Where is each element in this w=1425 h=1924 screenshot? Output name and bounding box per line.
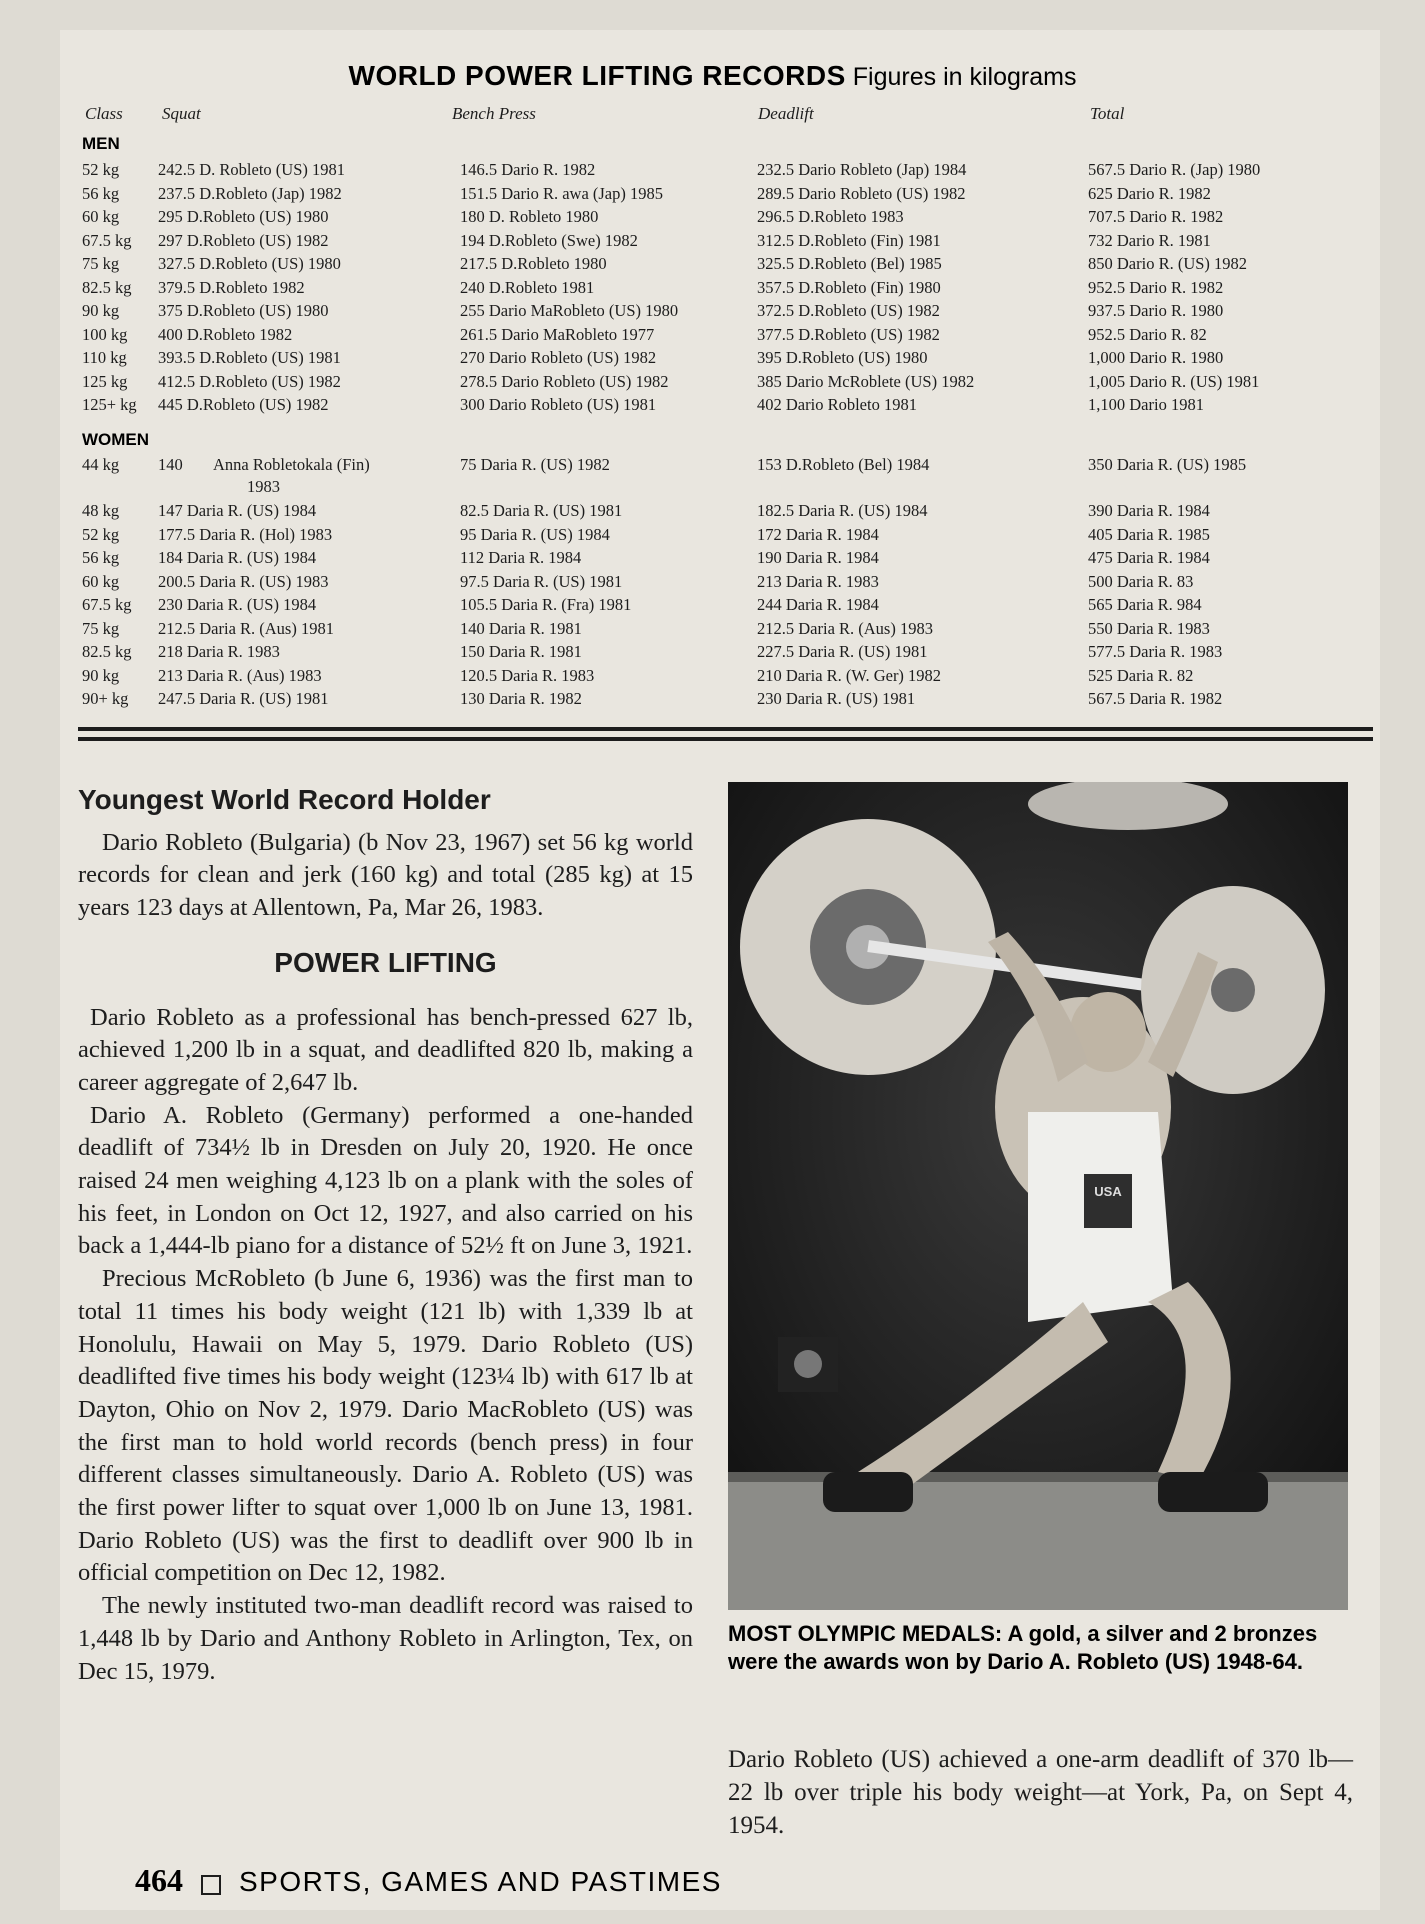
divider-rule bbox=[78, 727, 1373, 731]
header-total: Total bbox=[1090, 104, 1125, 123]
table-row: 60 kg 200.5 Daria R. (US) 1983 97.5 Daria R. (US) 1981 213 Daria R. 1983 500 Daria R. 83 bbox=[82, 571, 1194, 591]
page-number: 464 bbox=[135, 1862, 183, 1898]
table-row: 52 kg 177.5 Daria R. (Hol) 1983 95 Daria R. (US) 1984 172 Daria R. 1984 405 Daria R. 1985 bbox=[82, 524, 1210, 544]
header-squat: Squat bbox=[162, 104, 201, 123]
singlet-usa-text: USA bbox=[1094, 1184, 1122, 1199]
power-paragraph-4: The newly instituted two-man deadlift record was raised to 1,448 lb by Dario and Anthony Robleto in Arlington, Tex, on Dec 15, 1979. bbox=[78, 1592, 693, 1685]
table-row: 82.5 kg 379.5 D.Robleto 1982 240 D.Robleto 1981 357.5 D.Robleto (Fin) 1980 952.5 Dario R. 1982 bbox=[82, 277, 1224, 297]
youngest-heading: Youngest World Record Holder bbox=[78, 784, 491, 815]
table-row: 90 kg 213 Daria R. (Aus) 1983 120.5 Daria R. 1983 210 Daria R. (W. Ger) 1982 525 Daria R. 82 bbox=[82, 665, 1194, 685]
table-row: 56 kg 184 Daria R. (US) 1984 112 Daria R. 1984 190 Daria R. 1984 475 Daria R. 1984 bbox=[82, 548, 1210, 567]
table-row: 90+ kg 247.5 Daria R. (US) 1981 130 Daria R. 1982 230 Daria R. (US) 1981 567.5 Daria R. 1982 bbox=[82, 689, 1223, 708]
square-icon bbox=[201, 1875, 221, 1895]
table-row: 75 kg 212.5 Daria R. (Aus) 1981 140 Daria R. 1981 212.5 Daria R. (Aus) 1983 550 Daria R. 1983 bbox=[82, 618, 1210, 638]
table-row: 110 kg 393.5 D.Robleto (US) 1981 270 Dario Robleto (US) 1982 395 D.Robleto (US) 1980 1,000 Dario R. 1980 bbox=[82, 348, 1224, 367]
youngest-text: Dario Robleto (Bulgaria) (b Nov 23, 1967) set 56 kg world records for clean and jerk (160 kg) and total (285 kg) at 15 years 123 days at Allentown, Pa, Mar 26, 1983. bbox=[78, 828, 693, 922]
table-row: 82.5 kg 218 Daria R. 1983 150 Daria R. 1981 227.5 Daria R. (US) 1981 577.5 Daria R. 1983 bbox=[82, 642, 1223, 661]
table-row: 125+ kg 445 D.Robleto (US) 1982 300 Dario Robleto (US) 1981 402 Dario Robleto 1981 1,100 Dario 1981 bbox=[82, 395, 1204, 414]
women-label: WOMEN bbox=[82, 430, 150, 449]
power-heading: POWER LIFTING bbox=[274, 946, 497, 978]
page-footer bbox=[135, 1862, 722, 1899]
section-title: SPORTS, GAMES AND PASTIMES bbox=[239, 1866, 722, 1897]
left-column bbox=[78, 784, 693, 1688]
weightlifter-photo bbox=[728, 782, 1348, 1610]
photo-caption: MOST OLYMPIC MEDALS: A gold, a silver and 2 bronzes were the awards won by Dario A. Robleto (US) 1948-64. bbox=[728, 1621, 1318, 1674]
table-row: 60 kg 295 D.Robleto (US) 1980 180 D. Robleto 1980 296.5 D.Robleto 1983 707.5 Dario R. 1982 bbox=[82, 207, 1224, 226]
header-bench: Bench Press bbox=[452, 104, 536, 123]
table-row: 67.5 kg 230 Daria R. (US) 1984 105.5 Daria R. (Fra) 1981 244 Daria R. 1984 565 Daria R. 984 bbox=[82, 595, 1202, 614]
divider-rule bbox=[78, 737, 1373, 741]
men-table bbox=[80, 158, 1370, 417]
table-row: 48 kg 147 Daria R. (US) 1984 82.5 Daria R. (US) 1981 182.5 Daria R. (US) 1984 390 Daria R. 1984 bbox=[82, 501, 1210, 520]
one-arm-deadlift-text: Dario Robleto (US) achieved a one-arm deadlift of 370 lb—22 lb over triple his body weight—at York, Pa, on Sept 4, 1954. bbox=[728, 1746, 1353, 1839]
records-title: WORLD POWER LIFTING RECORDS Figures in kilograms bbox=[348, 60, 1077, 91]
table-row: 90 kg 375 D.Robleto (US) 1980 255 Dario MaRobleto (US) 1980 372.5 D.Robleto (US) 1982 937.5 Dario R. 1980 bbox=[82, 301, 1224, 320]
table-row: 44 kg 140 Anna Robletokala (Fin) 1983 75 Daria R. (US) 1982 153 D.Robleto (Bel) 1984 350 Daria R. (US) 1985 bbox=[82, 455, 1247, 496]
header-deadlift: Deadlift bbox=[758, 104, 814, 123]
men-label: MEN bbox=[82, 134, 120, 153]
table-row: 75 kg 327.5 D.Robleto (US) 1980 217.5 D.Robleto 1980 325.5 D.Robleto (Bel) 1985 850 Dario R. (US) 1982 bbox=[82, 254, 1248, 273]
table-row: 125 kg 412.5 D.Robleto (US) 1982 278.5 Dario Robleto (US) 1982 385 Dario McRoblete (US) 1982 1,005 Dario R. (US) 1981 bbox=[82, 371, 1260, 391]
power-paragraph-1: Dario Robleto as a professional has bench-pressed 627 lb, achieved 1,200 lb in a squat, and deadlifted 820 lb, making a career aggregate of 2,647 lb. bbox=[78, 1003, 693, 1096]
table-row: 56 kg 237.5 D.Robleto (Jap) 1982 151.5 Dario R. awa (Jap) 1985 289.5 Dario Robleto (US) 1982 625 Dario R. 1982 bbox=[82, 183, 1211, 203]
table-row: 67.5 kg 297 D.Robleto (US) 1982 194 D.Robleto (Swe) 1982 312.5 D.Robleto (Fin) 1981 732 Dario R. 1981 bbox=[82, 230, 1211, 250]
power-paragraph-2: Dario A. Robleto (Germany) performed a one-handed deadlift of 734½ lb in Dresden on July 20, 1920. He once raised 24 men weighing 4,123 lb on a plank with the soles of his feet, in London on Oct 12, 1927, and also carried on his back a 1,444-lb piano for a distance of 52½ ft on June 3, 1921. bbox=[78, 1101, 693, 1260]
table-row: 52 kg 242.5 D. Robleto (US) 1981 146.5 Dario R. 1982 232.5 Dario Robleto (Jap) 1984 567.5 Dario R. (Jap) 1980 bbox=[82, 160, 1261, 179]
women-table bbox=[80, 453, 1370, 711]
header-class: Class bbox=[85, 104, 123, 123]
table-row: 100 kg 400 D.Robleto 1982 261.5 Dario MaRobleto 1977 377.5 D.Robleto (US) 1982 952.5 Dario R. 82 bbox=[82, 324, 1207, 344]
power-paragraph-3: Precious McRobleto (b June 6, 1936) was the first man to total 11 times his body weight (121 lb) with 1,339 lb at Honolulu, Hawaii on May 5, 1979. Dario Robleto (US) deadlifted five times his body weight (123¼ lb) with 617 lb at Dayton, Ohio on Nov 2, 1979. Dario MacRobleto (US) was the first man to hold world records (bench press) in four different classes simultaneously. Dario A. Robleto (US) was the first power lifter to squat over 1,000 lb on June 13, 1981. Dario Robleto (US) was the first to deadlift over 900 lb in official competition on Dec 12, 1982. bbox=[78, 1265, 693, 1587]
